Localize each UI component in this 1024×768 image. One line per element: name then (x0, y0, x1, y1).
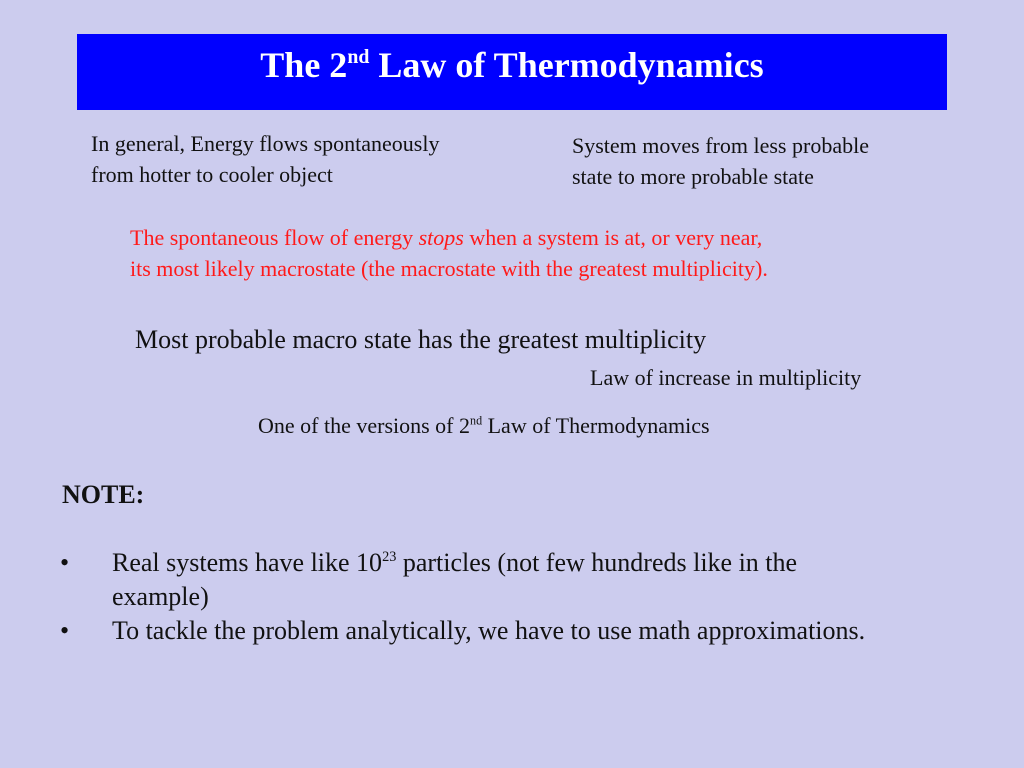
energy-flow-text (91, 128, 531, 190)
title-prefix: The 2 (260, 45, 348, 85)
note-bullet-list (60, 546, 1000, 648)
particles-line-2: example) (112, 582, 209, 611)
stops-emphasis: stops (418, 225, 464, 250)
version-suffix: Law of Thermodynamics (482, 413, 710, 438)
bullet-marker: • (60, 548, 70, 577)
approximations-text: To tackle the problem analytically, we have to use math approximations. (112, 616, 866, 645)
spontaneous-flow-part-1: The spontaneous flow of energy (130, 225, 419, 250)
energy-flow-line-1: In general, Energy flows spontaneously (91, 131, 440, 156)
system-moves-text (572, 130, 972, 192)
title-superscript: nd (347, 46, 370, 69)
bullet-particles-text (112, 546, 797, 614)
system-moves-line-2: state to more probable state (572, 164, 814, 189)
spontaneous-flow-line-1 (130, 222, 990, 253)
spontaneous-flow-line-2: its most likely macrostate (the macrostate with the greatest multiplicity). (130, 256, 768, 281)
spontaneous-flow-part-2: when a system is at, or very near, (463, 225, 763, 250)
particles-suffix: particles (not few hundreds like in the (396, 548, 798, 577)
spontaneous-flow-statement (130, 222, 990, 284)
version-prefix: One of the versions of 2 (258, 413, 471, 438)
bullet-marker: • (60, 616, 70, 645)
slide-title (260, 44, 763, 86)
bullet-item-approximations (60, 614, 1000, 648)
most-probable-statement: Most probable macro state has the greatest multiplicity (135, 325, 707, 354)
particles-prefix: Real systems have like 10 (112, 548, 383, 577)
title-suffix: Law of Thermodynamics (369, 45, 764, 85)
system-moves-line-1: System moves from less probable (572, 133, 869, 158)
version-superscript: nd (470, 413, 483, 428)
law-of-increase-label: Law of increase in multiplicity (590, 365, 862, 390)
second-law-version-note (258, 412, 710, 440)
title-banner (77, 34, 947, 110)
note-heading: NOTE: (62, 480, 145, 509)
energy-flow-line-2: from hotter to cooler object (91, 162, 333, 187)
particles-exponent: 23 (382, 549, 397, 565)
bullet-item-particles (60, 546, 1000, 614)
